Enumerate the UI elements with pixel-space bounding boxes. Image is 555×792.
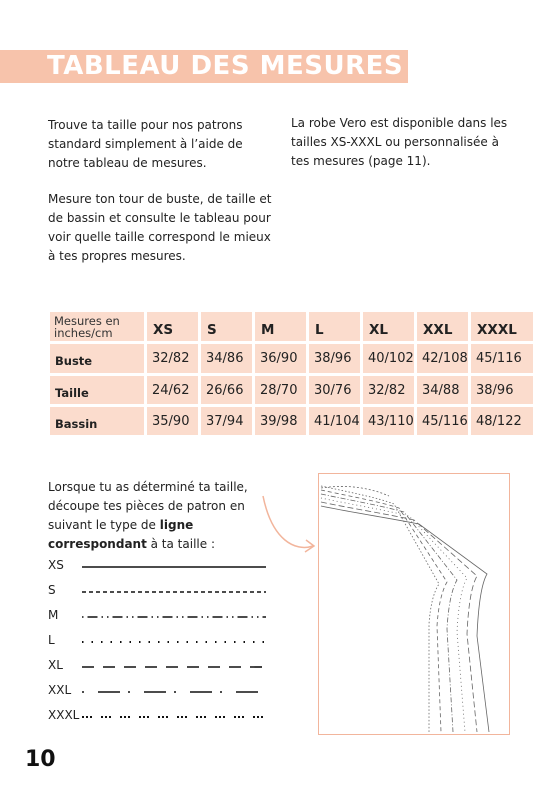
- size-line-label: M: [48, 608, 59, 622]
- table-row-label-buste-text: Buste: [55, 354, 93, 368]
- table-cell-text: 43/110: [368, 414, 414, 429]
- table-cell-text: 48/122: [476, 414, 522, 429]
- table-cell: [255, 376, 306, 404]
- table-header-xs: [147, 312, 198, 341]
- table-cell-text: 34/88: [422, 383, 460, 398]
- table-cell-text: 38/96: [476, 383, 514, 398]
- size-line-sample: [82, 683, 270, 697]
- table-cell: [201, 407, 252, 435]
- table-cell-text: 42/108: [422, 351, 468, 366]
- table-cell-text: 38/96: [314, 351, 352, 366]
- table-cell-text: 35/90: [152, 414, 190, 429]
- table-header-xxxl-text: XXXL: [477, 322, 517, 338]
- table-cell-text: 40/102: [368, 351, 414, 366]
- table-cell: [147, 344, 198, 373]
- size-line-sample: [82, 708, 270, 722]
- table-cell-text: 41/104: [314, 414, 360, 429]
- table-header-s: [201, 312, 252, 341]
- table-corner-label: [50, 312, 144, 341]
- size-line-sample: [82, 583, 270, 597]
- size-line-sample: [82, 633, 270, 647]
- page-number: 10: [25, 747, 56, 772]
- table-cell: [417, 407, 468, 435]
- table-cell: [471, 407, 533, 435]
- table-cell-text: 32/82: [368, 383, 406, 398]
- table-cell: [417, 376, 468, 404]
- pattern-lines-illustration: [319, 474, 508, 733]
- table-cell: [471, 376, 533, 404]
- instructions-bold: ligne correspondant: [48, 518, 194, 551]
- table-header-l: [309, 312, 360, 341]
- table-cell-text: 37/94: [206, 414, 244, 429]
- table-row-label-bassin: [50, 407, 144, 435]
- arrow-icon: [260, 490, 320, 560]
- table-cell-text: 24/62: [152, 383, 190, 398]
- size-line-label: XXXL: [48, 708, 80, 722]
- table-cell: [201, 344, 252, 373]
- table-cell-text: 32/82: [152, 351, 190, 366]
- page-title: TABLEAU DES MESURES: [47, 51, 404, 81]
- lines-instructions: [48, 478, 268, 554]
- table-header-xxl-text: XXL: [423, 322, 453, 338]
- table-cell: [147, 376, 198, 404]
- table-cell-text: 34/86: [206, 351, 244, 366]
- table-row-label-taille-text: Taille: [55, 386, 89, 400]
- table-cell-text: 45/116: [422, 414, 468, 429]
- size-line-sample: [82, 658, 270, 672]
- table-row-label-bassin-text: Bassin: [55, 417, 98, 431]
- size-line-label: S: [48, 583, 56, 597]
- table-cell: [255, 344, 306, 373]
- table-row-label-taille: [50, 376, 144, 404]
- table-row-label-buste: [50, 344, 144, 373]
- pattern-illustration-frame: [318, 473, 510, 735]
- table-header-xxl: [417, 312, 468, 341]
- intro-paragraph-2: Mesure ton tour de buste, de taille et de bassin et consulte le tableau pour voir quelle taille correspond le mieux à tes propres mesures.: [48, 192, 272, 263]
- table-cell: [471, 344, 533, 373]
- table-cell: [309, 407, 360, 435]
- table-cell: [147, 407, 198, 435]
- table-cell: [255, 407, 306, 435]
- table-cell-text: 39/98: [260, 414, 298, 429]
- table-corner-label-text: Mesures en inches/cm: [54, 314, 120, 340]
- size-line-label: XS: [48, 558, 64, 572]
- table-header-xl-text: XL: [369, 322, 389, 338]
- instructions-text: Lorsque tu as déterminé ta taille, découpe tes pièces de patron en suivant le type de: [48, 480, 248, 532]
- size-line-label: XL: [48, 658, 63, 672]
- table-cell-text: 30/76: [314, 383, 352, 398]
- table-header-s-text: S: [207, 322, 217, 338]
- table-cell: [363, 344, 414, 373]
- table-cell: [201, 376, 252, 404]
- table-cell: [363, 407, 414, 435]
- table-cell-text: 45/116: [476, 351, 522, 366]
- intro-paragraph-1: Trouve ta taille pour nos patrons standard simplement à l’aide de notre tableau de mesures.: [48, 118, 243, 170]
- table-header-xxxl: [471, 312, 533, 341]
- size-line-sample: [82, 558, 270, 572]
- table-cell: [417, 344, 468, 373]
- table-header-m: [255, 312, 306, 341]
- size-line-label: L: [48, 633, 55, 647]
- size-line-label: XXL: [48, 683, 72, 697]
- table-cell-text: 28/70: [260, 383, 298, 398]
- instructions-text-end: à ta taille :: [146, 537, 215, 551]
- size-line-sample: [82, 608, 270, 622]
- table-header-l-text: L: [315, 322, 324, 338]
- table-header-xs-text: XS: [153, 322, 174, 338]
- intro-paragraph-3: La robe Vero est disponible dans les tailles XS-XXXL ou personnalisée à tes mesures (page 11).: [291, 116, 508, 168]
- table-header-xl: [363, 312, 414, 341]
- table-cell-text: 26/66: [206, 383, 244, 398]
- table-cell: [363, 376, 414, 404]
- table-cell: [309, 344, 360, 373]
- table-cell: [309, 376, 360, 404]
- table-header-m-text: M: [261, 322, 275, 338]
- table-cell-text: 36/90: [260, 351, 298, 366]
